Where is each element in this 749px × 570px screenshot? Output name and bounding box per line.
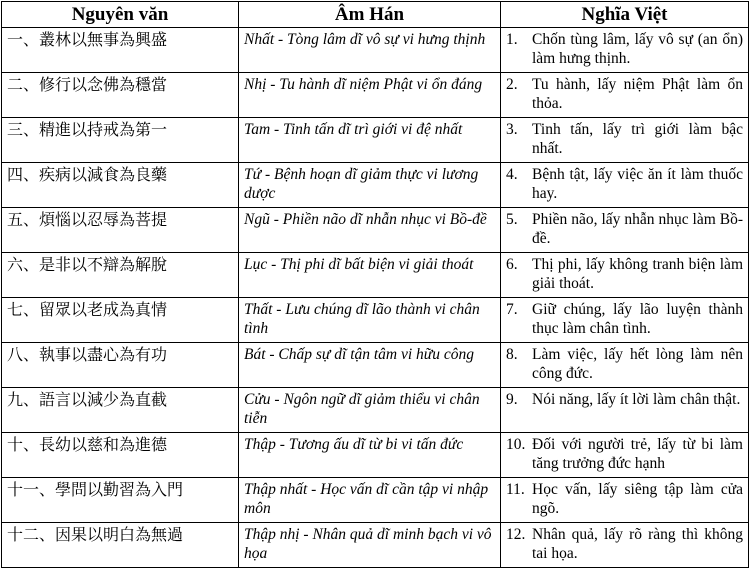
nghia-viet-wrap: [506, 165, 743, 203]
original-text-cell: 九、語言以減少為直截: [2, 388, 239, 433]
nghia-viet-cell: [501, 343, 749, 388]
nghia-viet-text: Chốn tùng lâm, lấy vô sự (an ổn) làm hưng thịnh.: [532, 31, 743, 67]
original-text-cell: 二、修行以念佛為穩當: [2, 73, 239, 118]
item-number: 4.: [506, 166, 518, 183]
nghia-viet-text: Bệnh tật, lấy việc ăn ít làm thuốc hay.: [532, 166, 743, 202]
item-number: 11.: [506, 481, 525, 498]
nghia-viet-cell: [501, 388, 749, 433]
item-number: 1.: [506, 31, 518, 48]
nghia-viet-cell: [501, 28, 749, 73]
am-han-cell: Thất - Lưu chúng dĩ lão thành vi chân tình: [239, 298, 501, 343]
nghia-viet-wrap: [506, 75, 743, 113]
nghia-viet-wrap: [506, 435, 743, 473]
nghia-viet-wrap: [506, 345, 743, 383]
original-text-cell: 十二、因果以明白為無過: [2, 523, 239, 568]
nghia-viet-cell: [501, 253, 749, 298]
table-row: [2, 118, 749, 163]
nghia-viet-wrap: [506, 390, 743, 409]
nghia-viet-text: Nói năng, lấy ít lời làm chân thật.: [532, 391, 741, 408]
nghia-viet-text: Nhân quả, lấy rõ ràng thì không tai họa.: [532, 526, 743, 562]
nghia-viet-text: Tinh tấn, lấy trì giới làm bậc nhất.: [532, 121, 743, 157]
original-text-cell: 五、煩惱以忍辱為菩提: [2, 208, 239, 253]
original-text-cell: 三、精進以持戒為第一: [2, 118, 239, 163]
table-row: [2, 163, 749, 208]
header-nghia-viet: Nghĩa Việt: [501, 2, 749, 28]
table-row: [2, 433, 749, 478]
translation-table: [1, 1, 749, 568]
nghia-viet-cell: [501, 208, 749, 253]
original-text-cell: 七、留眾以老成為真情: [2, 298, 239, 343]
item-number: 9.: [506, 391, 518, 408]
original-text-cell: 一、叢林以無事為興盛: [2, 28, 239, 73]
nghia-viet-wrap: [506, 30, 743, 68]
nghia-viet-text: Đối với người trẻ, lấy từ bi làm tăng trưởng đức hạnh: [532, 436, 743, 472]
am-han-cell: Thập - Tương ấu dĩ từ bi vi tấn đức: [239, 433, 501, 478]
am-han-cell: Thập nhị - Nhân quả dĩ minh bạch vi vô họa: [239, 523, 501, 568]
nghia-viet-cell: [501, 478, 749, 523]
table-row: [2, 253, 749, 298]
nghia-viet-text: Làm việc, lấy hết lòng làm nên công đức.: [532, 346, 743, 382]
nghia-viet-wrap: [506, 480, 743, 518]
item-number: 7.: [506, 301, 518, 318]
am-han-cell: Tứ - Bệnh hoạn dĩ giảm thực vi lương dược: [239, 163, 501, 208]
am-han-cell: Ngũ - Phiền não dĩ nhẫn nhục vi Bồ-đề: [239, 208, 501, 253]
nghia-viet-cell: [501, 163, 749, 208]
table-row: [2, 343, 749, 388]
item-number: 3.: [506, 121, 518, 138]
nghia-viet-cell: [501, 433, 749, 478]
item-number: 6.: [506, 256, 518, 273]
original-text-cell: 十一、學問以勤習為入門: [2, 478, 239, 523]
nghia-viet-cell: [501, 298, 749, 343]
nghia-viet-wrap: [506, 210, 743, 248]
table-row: [2, 73, 749, 118]
am-han-cell: Nhị - Tu hành dĩ niệm Phật vi ổn đáng: [239, 73, 501, 118]
nghia-viet-cell: [501, 73, 749, 118]
am-han-cell: Bát - Chấp sự dĩ tận tâm vi hữu công: [239, 343, 501, 388]
table-row: [2, 388, 749, 433]
item-number: 8.: [506, 346, 518, 363]
item-number: 5.: [506, 211, 518, 228]
nghia-viet-cell: [501, 118, 749, 163]
nghia-viet-wrap: [506, 300, 743, 338]
table-row: [2, 28, 749, 73]
item-number: 2.: [506, 76, 518, 93]
original-text-cell: 八、執事以盡心為有功: [2, 343, 239, 388]
nghia-viet-text: Phiền não, lấy nhẫn nhục làm Bồ-đề.: [532, 211, 743, 247]
header-row: [2, 2, 749, 28]
nghia-viet-text: Học vấn, lấy siêng tập làm cửa ngõ.: [532, 481, 743, 517]
am-han-cell: Cửu - Ngôn ngữ dĩ giảm thiểu vi chân tiễn: [239, 388, 501, 433]
nghia-viet-wrap: [506, 120, 743, 158]
nghia-viet-text: Tu hành, lấy niệm Phật làm ổn thỏa.: [532, 76, 743, 112]
table-row: [2, 478, 749, 523]
am-han-cell: Nhất - Tòng lâm dĩ vô sự vi hưng thịnh: [239, 28, 501, 73]
nghia-viet-text: Thị phi, lấy không tranh biện làm giải thoát.: [532, 256, 743, 292]
am-han-cell: Thập nhất - Học vấn dĩ cần tập vi nhập môn: [239, 478, 501, 523]
am-han-cell: Lục - Thị phi dĩ bất biện vi giải thoát: [239, 253, 501, 298]
original-text-cell: 四、疾病以減食為良藥: [2, 163, 239, 208]
nghia-viet-wrap: [506, 255, 743, 293]
table-row: [2, 298, 749, 343]
item-number: 10.: [506, 436, 526, 453]
nghia-viet-cell: [501, 523, 749, 568]
nghia-viet-wrap: [506, 525, 743, 563]
table-body: [2, 28, 749, 568]
table-row: [2, 208, 749, 253]
original-text-cell: 十、長幼以慈和為進德: [2, 433, 239, 478]
am-han-cell: Tam - Tinh tấn dĩ trì giới vi đệ nhất: [239, 118, 501, 163]
header-am-han: Âm Hán: [239, 2, 501, 28]
table-row: [2, 523, 749, 568]
item-number: 12.: [506, 526, 526, 543]
header-original: Nguyên văn: [2, 2, 239, 28]
nghia-viet-text: Giữ chúng, lấy lão luyện thành thục làm chân tình.: [532, 301, 743, 337]
original-text-cell: 六、是非以不辯為解脫: [2, 253, 239, 298]
